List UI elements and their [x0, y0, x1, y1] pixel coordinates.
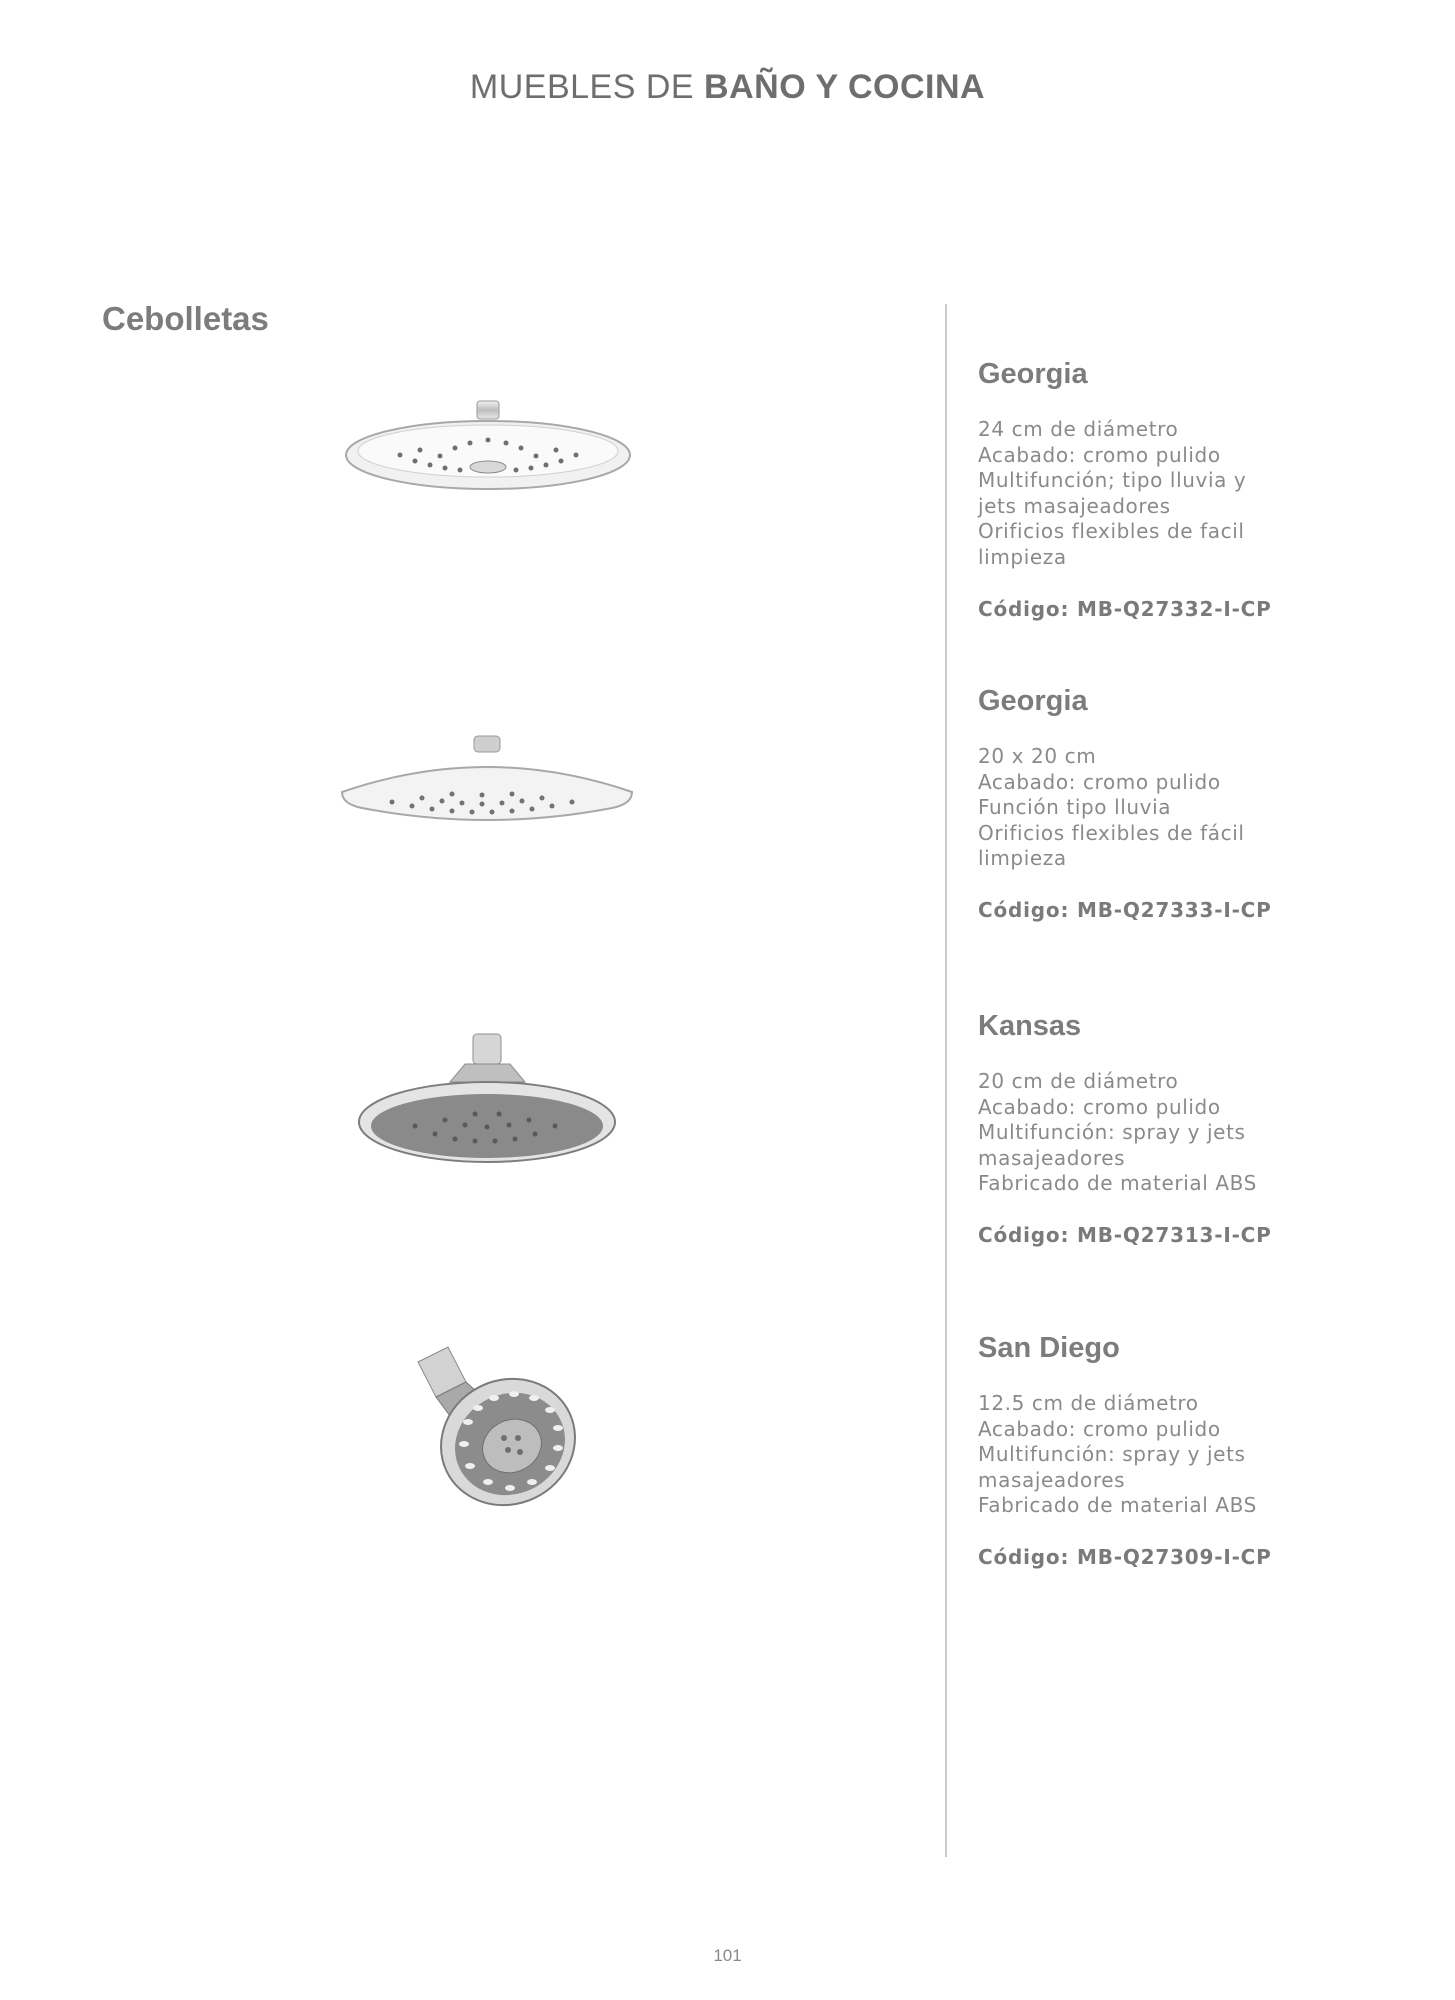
page-header — [0, 68, 1455, 107]
product-spec: Multifunción; tipo lluvia y — [978, 468, 1247, 493]
product-spec: Acabado: cromo pulido — [978, 1416, 1221, 1441]
product-name: Georgia — [978, 685, 1088, 717]
product-name: San Diego — [978, 1332, 1120, 1364]
header-title-light: MUEBLES DE — [469, 68, 705, 106]
product-spec: Acabado: cromo pulido — [978, 442, 1221, 467]
product-spec: 20 cm de diámetro — [978, 1069, 1179, 1093]
product-spec: Orificios flexibles de facil — [978, 519, 1245, 544]
page-number: 101 — [713, 1946, 742, 1965]
product-spec: Multifunción: spray y jets — [978, 1442, 1246, 1467]
product-spec: Fabricado de material ABS — [978, 1493, 1257, 1518]
section-title: Cebolletas — [102, 300, 269, 337]
product-spec: masajeadores — [978, 1145, 1126, 1170]
product-code: Código: MB-Q27309-I-CP — [978, 1544, 1272, 1569]
shower-head-kansas-image — [355, 1030, 620, 1170]
product-san-diego — [978, 1332, 1298, 1569]
product-spec: 12.5 cm de diámetro — [978, 1391, 1199, 1415]
product-spec: Multifunción: spray y jets — [978, 1120, 1246, 1145]
column-divider — [945, 304, 947, 1857]
shower-head-georgia-round-image — [340, 395, 640, 505]
product-georgia-round — [978, 358, 1298, 621]
product-spec: Fabricado de material ABS — [978, 1171, 1257, 1196]
product-georgia-square — [978, 685, 1298, 922]
shower-head-georgia-square-image — [332, 732, 642, 832]
product-spec: Acabado: cromo pulido — [978, 769, 1221, 794]
product-code: Código: MB-Q27332-I-CP — [978, 596, 1272, 621]
product-spec: Orificios flexibles de fácil — [978, 820, 1245, 845]
product-spec: masajeadores — [978, 1467, 1126, 1492]
product-kansas — [978, 1010, 1298, 1247]
product-name: Georgia — [978, 358, 1088, 390]
product-spec: limpieza — [978, 846, 1067, 871]
product-spec: 20 x 20 cm — [978, 744, 1097, 768]
product-spec: 24 cm de diámetro — [978, 417, 1179, 441]
header-title-bold: BAÑO Y COCINA — [704, 68, 986, 106]
product-code: Código: MB-Q27313-I-CP — [978, 1222, 1272, 1247]
product-name: Kansas — [978, 1010, 1082, 1042]
product-code: Código: MB-Q27333-I-CP — [978, 897, 1272, 922]
shower-head-san-diego-image — [408, 1342, 588, 1512]
product-spec: Acabado: cromo pulido — [978, 1094, 1221, 1119]
product-spec: Función tipo lluvia — [978, 795, 1172, 820]
product-spec: jets masajeadores — [978, 493, 1171, 518]
product-spec: limpieza — [978, 544, 1067, 569]
